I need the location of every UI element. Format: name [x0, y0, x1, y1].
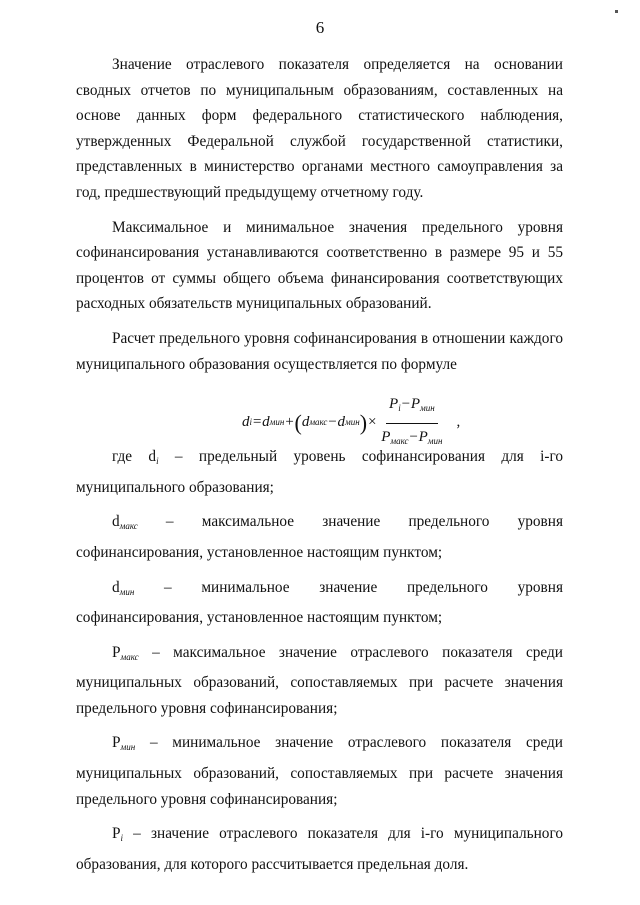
formula-close-paren: ) — [359, 410, 368, 436]
definition-pmin: $P_{мин}$ – минимальное значение отраслевого показателя среди муниципальных образований, сопоставляемых при расчете значения предельного уровня софинансирования; — [76, 734, 563, 808]
formula-dmin2-sub: мин — [345, 417, 360, 428]
fraction-denominator: $P_{макс}-P_{мин}$ — [381, 428, 443, 446]
formula-dmin-sub: мин — [269, 417, 285, 428]
definition-pmax: $P_{макс}$ – максимальное значение отраслевого показателя среди муниципальных образований, сопоставляемых при расчете значения предельного уровня софинансирования; — [76, 643, 563, 717]
formula-minus: − — [327, 414, 338, 431]
paragraph-limits: Максимальное и минимальное значения предельного уровня софинансирования устанавливаются соответственно в размере 95 и 55 процентов от суммы общего объема финансирования соответствующих расходных обязательств муниципальных образований. — [76, 218, 563, 313]
definition-dmax: $d_{макс}$ – максимальное значение предельного уровня софинансирования, установленное настоящим пунктом; — [76, 513, 563, 561]
formula-plus: + — [284, 414, 295, 431]
formula-comma: , — [456, 414, 461, 431]
formula-dmin: d — [262, 414, 270, 431]
definition-di: где $d_i$ – предельный уровень софинансирования для i-го муниципального образования; — [76, 448, 563, 496]
page-number: 6 — [315, 18, 325, 37]
formula-lhs: d — [242, 414, 250, 431]
formula-fraction — [381, 392, 442, 454]
formula-block — [76, 386, 563, 444]
formula-lhs-sub: i — [249, 417, 253, 428]
definition-pi: $P_i$ – значение отраслевого показателя для i-го муниципального образования, для которого рассчитывается предельная доля. — [76, 825, 563, 873]
paragraph-indicator-source: Значение отраслевого показателя определяется на основании сводных отчетов по муниципальным образованиям, составленных на основе данных форм федерального статистического наблюдения, утвержденных Федеральной службой государственной статистики, представленных в министерство органами местного самоуправления за год, предшествующий предыдущему отчетному году. — [76, 56, 563, 201]
formula-eq: = — [252, 414, 263, 431]
fraction-numerator: $P_i-P_{мин}$ — [386, 392, 438, 424]
formula-times: × — [367, 414, 378, 431]
definition-dmin: $d_{мин}$ – минимальное значение предельного уровня софинансирования, установленное настоящим пунктом; — [76, 578, 563, 627]
formula-dmax-sub: макс — [309, 417, 328, 428]
formula-dmax: d — [301, 414, 310, 431]
formula-open-paren: ( — [294, 410, 302, 436]
cofinancing-formula — [242, 392, 460, 454]
document-body — [76, 52, 563, 877]
paragraph-formula-intro: Расчет предельного уровня софинансирования в отношении каждого муниципального образования осуществляется по формуле — [76, 329, 563, 373]
formula-dmin2: d — [337, 414, 346, 431]
scan-speck — [615, 10, 618, 13]
